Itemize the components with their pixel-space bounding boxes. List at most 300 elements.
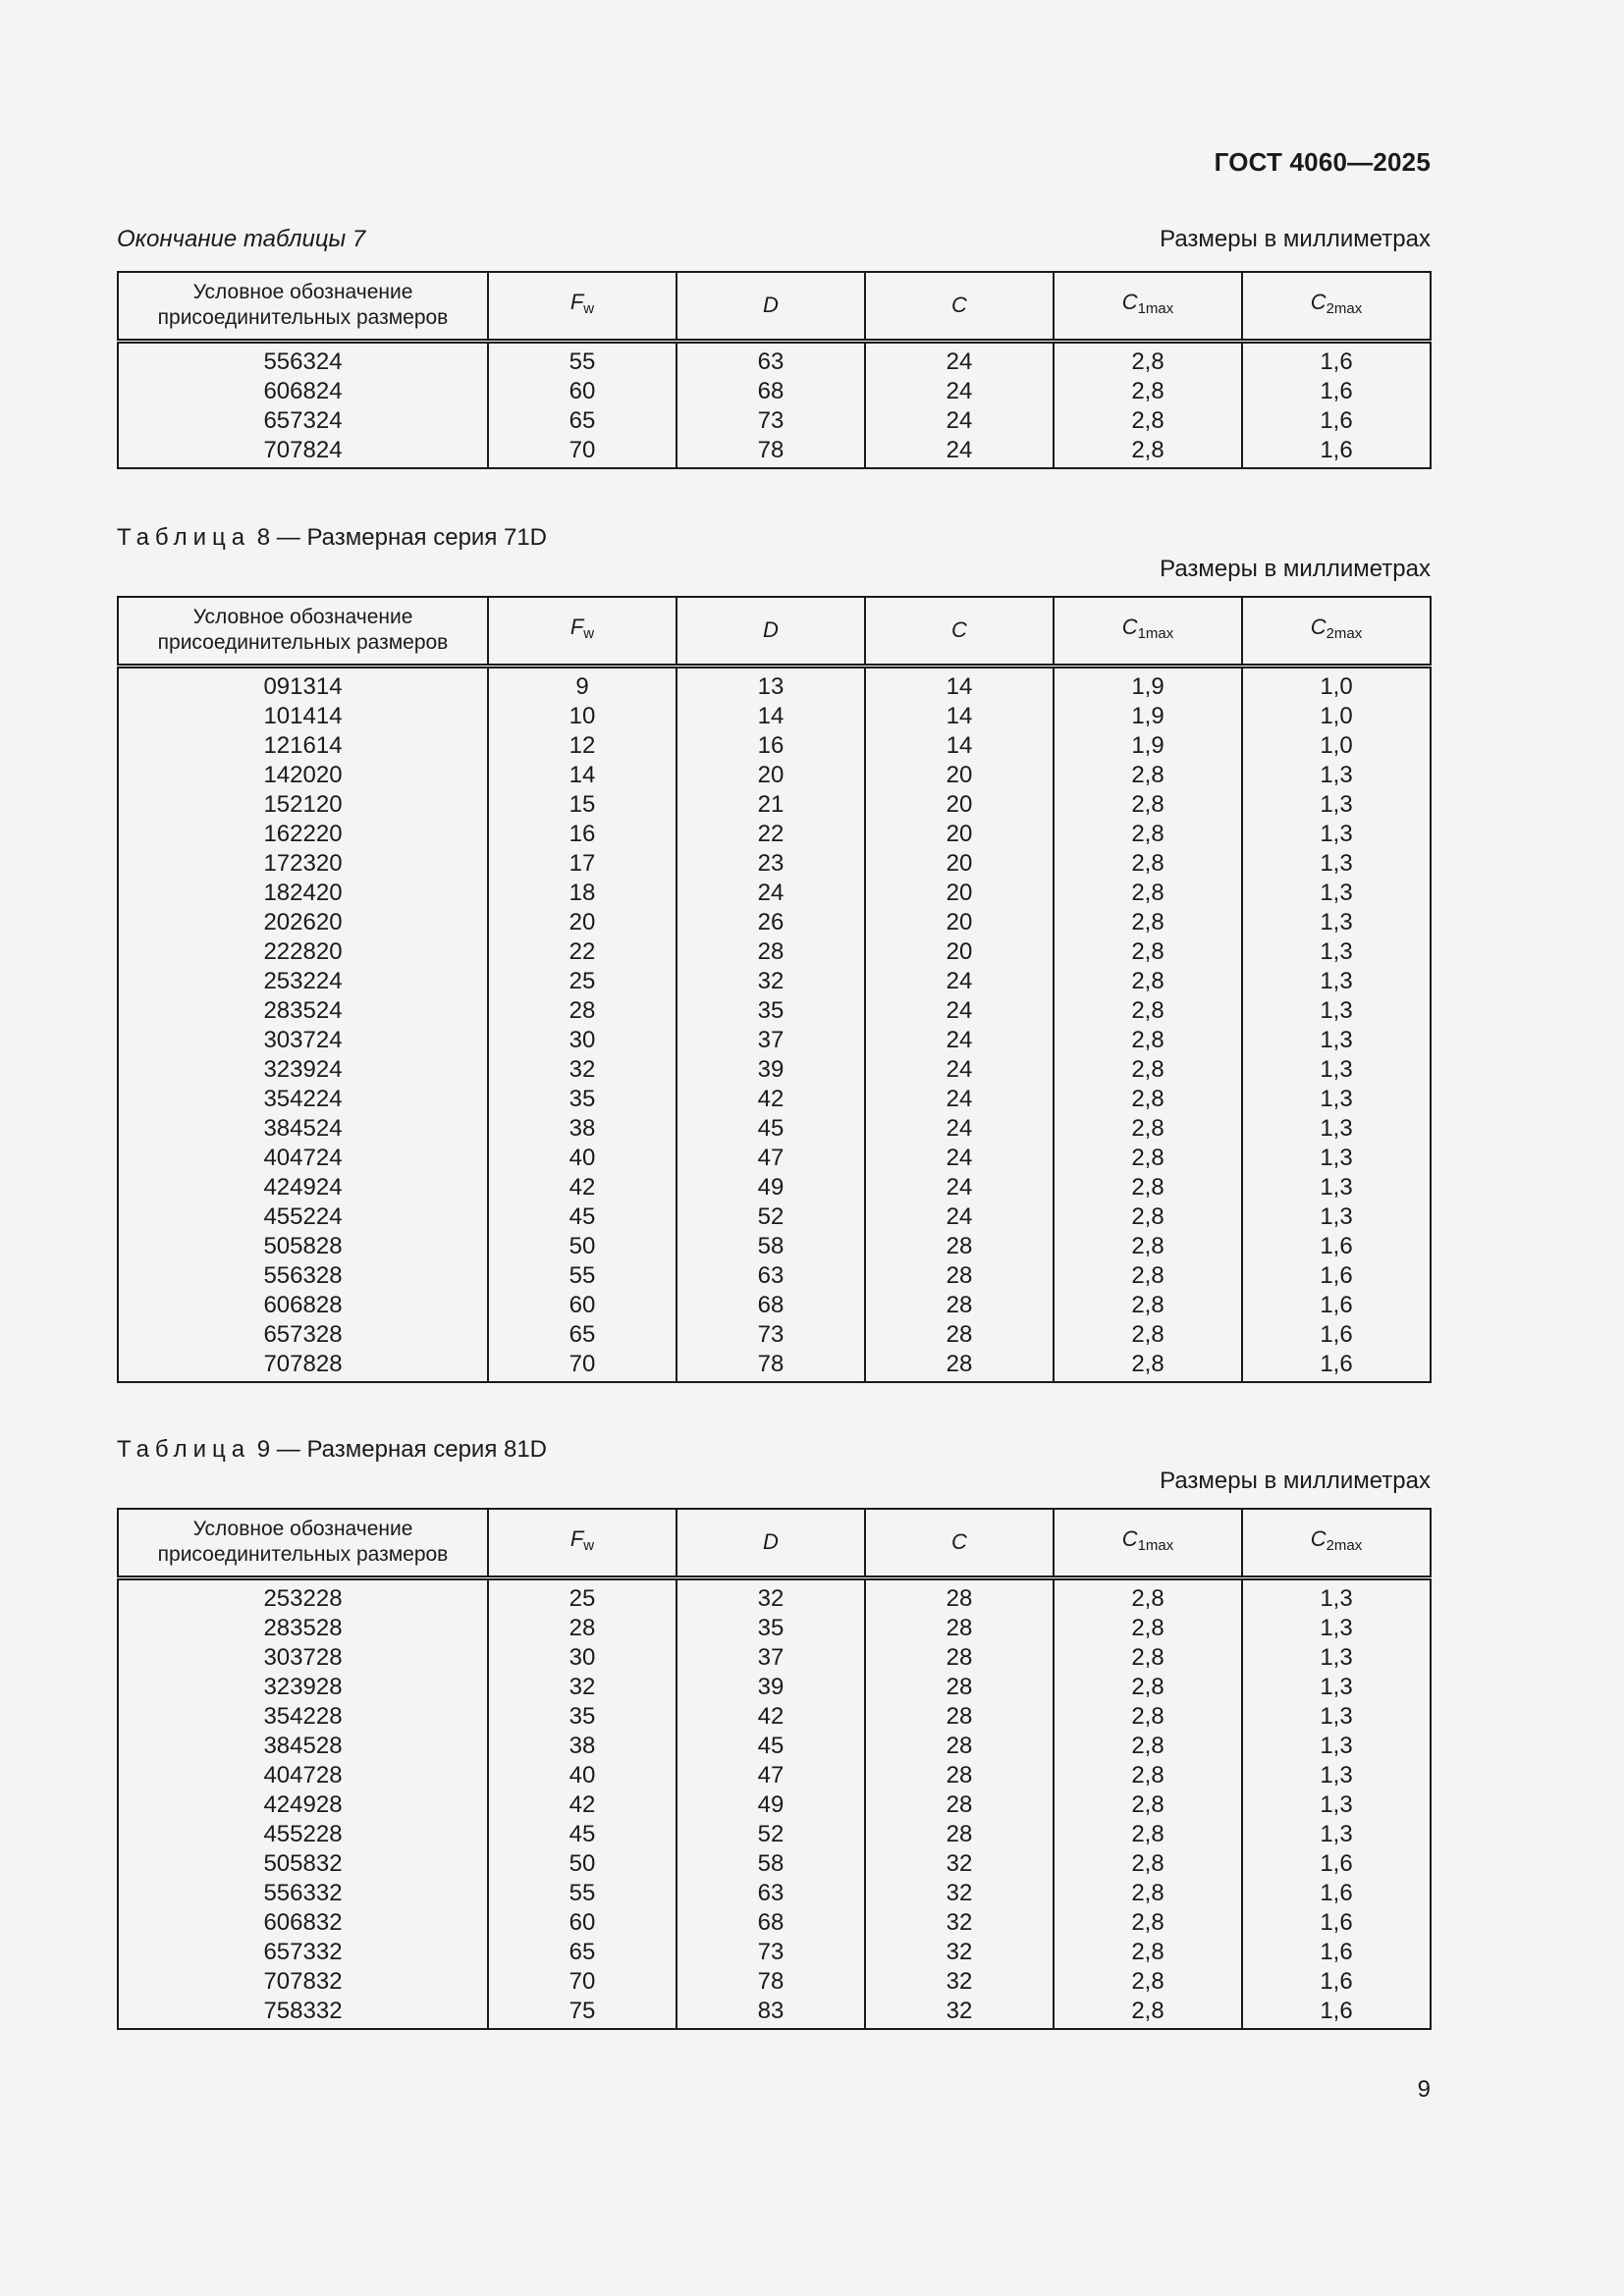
cell-designation: 424924 [263,1173,343,1201]
cell-c: 28 [946,1790,973,1818]
page-number: 9 [1417,2076,1431,2103]
header-fw-symbol: F [569,289,584,314]
cell-fw: 35 [568,1085,596,1112]
cell-d: 32 [757,1584,785,1612]
header-c-symbol: C [951,292,967,317]
header-d [677,597,865,666]
cell-fw: 28 [568,996,596,1024]
cell-c1: 2,8 [1131,1614,1164,1641]
cell-d: 39 [757,1055,785,1083]
cell-c: 24 [946,1144,973,1171]
cell-d: 73 [757,1320,785,1348]
cell-fw: 30 [568,1643,596,1671]
header-c1 [1054,1509,1242,1577]
cell-c2: 1,6 [1320,1291,1353,1318]
cell-designation: 323924 [263,1055,343,1083]
header-c [865,1509,1054,1577]
cell-c1: 2,8 [1131,1997,1164,2024]
cell-d: 26 [757,908,785,935]
cell-c1: 2,8 [1131,820,1164,847]
cell-designation: 606828 [263,1291,343,1318]
cell-designation: 505832 [263,1849,343,1877]
cell-fw: 38 [568,1732,596,1759]
cell-c1: 2,8 [1131,1790,1164,1818]
cell-fw: 18 [568,879,596,906]
cell-c: 20 [946,879,973,906]
header-c1-subscript: 1max [1137,1536,1174,1554]
header-c1 [1054,272,1242,341]
cell-fw: 70 [568,1967,596,1995]
cell-designation: 253228 [263,1584,343,1612]
cell-c1: 2,8 [1131,1849,1164,1877]
cell-c: 24 [946,377,973,404]
cell-designation: 707832 [263,1967,343,1995]
cell-fw: 42 [568,1173,596,1201]
cell-c1: 2,8 [1131,377,1164,404]
header-row [118,597,1431,666]
cell-fw: 28 [568,1614,596,1641]
cell-c2: 1,3 [1320,1790,1353,1818]
header-designation: Условное обозначение присоединительных размеров [118,1509,488,1577]
cell-d: 73 [757,406,785,434]
cell-c: 20 [946,820,973,847]
cell-designation: 323928 [263,1673,343,1700]
header-c2-symbol: C [1310,289,1326,314]
column-c1 [1054,341,1242,468]
data-row [118,666,1431,1382]
cell-c: 24 [946,1055,973,1083]
header-c2 [1242,272,1431,341]
cell-c1: 2,8 [1131,436,1164,463]
document-code: ГОСТ 4060—2025 [1214,147,1431,177]
cell-c2: 1,3 [1320,1732,1353,1759]
cell-c1: 2,8 [1131,937,1164,965]
header-c2-symbol: C [1310,614,1326,639]
cell-fw: 32 [568,1673,596,1700]
header-c2 [1242,1509,1431,1577]
column-c2 [1242,666,1431,1382]
cell-c2: 1,3 [1320,820,1353,847]
cell-c2: 1,6 [1320,1849,1353,1877]
header-c2-subscript: 2max [1326,1536,1363,1554]
header-d [677,272,865,341]
cell-c2: 1,6 [1320,1997,1353,2024]
cell-fw: 60 [568,1291,596,1318]
cell-fw: 35 [568,1702,596,1730]
cell-designation: 283528 [263,1614,343,1641]
header-fw-subscript: w [583,624,595,642]
cell-d: 78 [757,1350,785,1377]
cell-c1: 2,8 [1131,761,1164,788]
cell-designation: 404724 [263,1144,343,1171]
cell-c: 28 [946,1261,973,1289]
cell-d: 83 [757,1997,785,2024]
column-d [677,1577,865,2029]
cell-c2: 1,0 [1320,672,1353,700]
cell-designation: 505828 [263,1232,343,1259]
header-fw-subscript: w [583,1536,595,1554]
header-fw-symbol: F [569,614,584,639]
cell-c1: 2,8 [1131,1761,1164,1789]
cell-fw: 25 [568,1584,596,1612]
cell-c1: 2,8 [1131,1320,1164,1348]
cell-fw: 40 [568,1761,596,1789]
table-8-title [117,524,547,552]
header-d [677,1509,865,1577]
cell-fw: 65 [568,1320,596,1348]
column-d [677,341,865,468]
cell-designation: 455224 [263,1202,343,1230]
cell-designation: 354224 [263,1085,343,1112]
cell-designation: 758332 [263,1997,343,2024]
header-row [118,272,1431,341]
cell-c1: 2,8 [1131,1114,1164,1142]
cell-c1: 2,8 [1131,1820,1164,1847]
cell-c2: 1,0 [1320,702,1353,729]
column-designation [118,666,488,1382]
cell-d: 47 [757,1144,785,1171]
cell-c1: 2,8 [1131,790,1164,818]
cell-c: 32 [946,1908,973,1936]
cell-designation: 091314 [263,672,343,700]
cell-d: 35 [757,1614,785,1641]
cell-fw: 12 [568,731,596,759]
cell-d: 52 [757,1202,785,1230]
cell-c: 24 [946,1085,973,1112]
cell-d: 22 [757,820,785,847]
cell-fw: 42 [568,1790,596,1818]
cell-c: 28 [946,1584,973,1612]
cell-c: 28 [946,1232,973,1259]
cell-c: 28 [946,1614,973,1641]
cell-c: 20 [946,849,973,877]
cell-d: 42 [757,1085,785,1112]
cell-c1: 2,8 [1131,879,1164,906]
cell-c: 28 [946,1673,973,1700]
cell-designation: 606824 [263,377,343,404]
cell-c2: 1,3 [1320,1085,1353,1112]
cell-d: 45 [757,1114,785,1142]
table-7-continuation-caption: Окончание таблицы 7 [117,226,366,252]
cell-c1: 2,8 [1131,1085,1164,1112]
cell-d: 37 [757,1643,785,1671]
cell-c1: 2,8 [1131,1232,1164,1259]
cell-designation: 455228 [263,1820,343,1847]
cell-fw: 70 [568,1350,596,1377]
cell-d: 28 [757,937,785,965]
cell-d: 14 [757,702,785,729]
cell-fw: 9 [575,672,589,700]
cell-c2: 1,3 [1320,1761,1353,1789]
header-fw-subscript: w [583,299,595,317]
cell-c1: 2,8 [1131,1026,1164,1053]
column-designation [118,1577,488,2029]
cell-c2: 1,3 [1320,879,1353,906]
header-c2-symbol: C [1310,1525,1326,1551]
cell-c2: 1,6 [1320,406,1353,434]
header-c1-symbol: C [1121,289,1138,314]
cell-d: 37 [757,1026,785,1053]
cell-c: 24 [946,967,973,994]
cell-c: 28 [946,1732,973,1759]
cell-c: 24 [946,1173,973,1201]
cell-d: 78 [757,1967,785,1995]
cell-d: 39 [757,1673,785,1700]
cell-designation: 182420 [263,879,343,906]
cell-c2: 1,6 [1320,1879,1353,1906]
cell-c: 24 [946,1202,973,1230]
cell-designation: 657324 [263,406,343,434]
cell-c: 28 [946,1291,973,1318]
cell-c: 24 [946,996,973,1024]
cell-c2: 1,6 [1320,1261,1353,1289]
cell-c1: 2,8 [1131,1055,1164,1083]
cell-d: 78 [757,436,785,463]
cell-fw: 15 [568,790,596,818]
header-d-symbol: D [763,1528,779,1554]
cell-c2: 1,3 [1320,1584,1353,1612]
cell-d: 47 [757,1761,785,1789]
cell-designation: 303724 [263,1026,343,1053]
cell-c: 32 [946,1967,973,1995]
cell-fw: 25 [568,967,596,994]
table-9-units-note: Размеры в миллиметрах [1160,1468,1431,1494]
table-8-title-text: 8 — Размерная серия 71D [256,524,548,551]
cell-c2: 1,3 [1320,1673,1353,1700]
cell-designation: 142020 [263,761,343,788]
cell-c: 32 [946,1938,973,1965]
cell-d: 45 [757,1732,785,1759]
column-designation [118,341,488,468]
cell-c2: 1,3 [1320,908,1353,935]
cell-fw: 22 [568,937,596,965]
cell-designation: 657332 [263,1938,343,1965]
cell-c2: 1,3 [1320,1614,1353,1641]
header-row [118,1509,1431,1577]
column-c [865,666,1054,1382]
cell-c: 28 [946,1820,973,1847]
header-c1-subscript: 1max [1137,624,1174,642]
cell-fw: 14 [568,761,596,788]
cell-c2: 1,3 [1320,1055,1353,1083]
cell-c1: 2,8 [1131,1732,1164,1759]
cell-c1: 2,8 [1131,849,1164,877]
cell-c1: 2,8 [1131,967,1164,994]
column-c1 [1054,666,1242,1382]
cell-c2: 1,6 [1320,377,1353,404]
cell-designation: 657328 [263,1320,343,1348]
cell-fw: 45 [568,1820,596,1847]
cell-c2: 1,3 [1320,1702,1353,1730]
cell-c: 14 [946,731,973,759]
cell-d: 23 [757,849,785,877]
cell-designation: 384524 [263,1114,343,1142]
cell-designation: 556332 [263,1879,343,1906]
cell-c: 32 [946,1849,973,1877]
cell-c1: 2,8 [1131,1173,1164,1201]
cell-c1: 2,8 [1131,1938,1164,1965]
cell-d: 49 [757,1790,785,1818]
cell-designation: 606832 [263,1908,343,1936]
cell-c: 24 [946,1026,973,1053]
cell-c2: 1,6 [1320,1967,1353,1995]
cell-c1: 1,9 [1131,702,1164,729]
cell-c2: 1,6 [1320,1350,1353,1377]
table-9-title [117,1436,547,1464]
cell-c2: 1,6 [1320,436,1353,463]
cell-c1: 2,8 [1131,1879,1164,1906]
header-d-symbol: D [763,616,779,642]
cell-c1: 1,9 [1131,731,1164,759]
header-designation: Условное обозначение присоединительных размеров [118,272,488,341]
cell-c1: 2,8 [1131,1144,1164,1171]
cell-c2: 1,3 [1320,1114,1353,1142]
cell-d: 32 [757,967,785,994]
header-fw [488,597,677,666]
header-c [865,597,1054,666]
header-c1 [1054,597,1242,666]
cell-c: 28 [946,1350,973,1377]
data-row [118,1577,1431,2029]
cell-designation: 283524 [263,996,343,1024]
cell-d: 16 [757,731,785,759]
cell-c2: 1,0 [1320,731,1353,759]
cell-designation: 556328 [263,1261,343,1289]
cell-c2: 1,3 [1320,1643,1353,1671]
cell-fw: 55 [568,347,596,375]
cell-designation: 424928 [263,1790,343,1818]
cell-c: 14 [946,702,973,729]
cell-c1: 2,8 [1131,1967,1164,1995]
cell-c1: 2,8 [1131,1350,1164,1377]
table-9-title-text: 9 — Размерная серия 81D [256,1436,548,1463]
cell-fw: 30 [568,1026,596,1053]
cell-c1: 2,8 [1131,1202,1164,1230]
header-c1-subscript: 1max [1137,299,1174,317]
column-c2 [1242,341,1431,468]
cell-c: 24 [946,1114,973,1142]
cell-d: 13 [757,672,785,700]
cell-fw: 10 [568,702,596,729]
cell-d: 20 [757,761,785,788]
cell-c: 28 [946,1761,973,1789]
cell-fw: 50 [568,1232,596,1259]
cell-c2: 1,3 [1320,967,1353,994]
header-c [865,272,1054,341]
column-c [865,341,1054,468]
cell-c2: 1,3 [1320,849,1353,877]
cell-c1: 1,9 [1131,672,1164,700]
cell-designation: 222820 [263,937,343,965]
cell-designation: 101414 [263,702,343,729]
cell-c: 20 [946,790,973,818]
cell-c2: 1,3 [1320,937,1353,965]
cell-d: 58 [757,1849,785,1877]
cell-designation: 707828 [263,1350,343,1377]
cell-c: 20 [946,937,973,965]
header-c1-symbol: C [1121,1525,1138,1551]
cell-designation: 404728 [263,1761,343,1789]
cell-c2: 1,3 [1320,790,1353,818]
cell-fw: 55 [568,1879,596,1906]
data-row [118,341,1431,468]
cell-c2: 1,6 [1320,1938,1353,1965]
cell-fw: 65 [568,1938,596,1965]
table-8-label: Таблица [117,524,251,551]
cell-d: 73 [757,1938,785,1965]
cell-fw: 65 [568,406,596,434]
header-designation: Условное обозначение присоединительных размеров [118,597,488,666]
cell-designation: 556324 [263,347,343,375]
cell-fw: 20 [568,908,596,935]
cell-c2: 1,3 [1320,1820,1353,1847]
cell-fw: 75 [568,1997,596,2024]
cell-designation: 162220 [263,820,343,847]
cell-c: 32 [946,1997,973,2024]
cell-fw: 55 [568,1261,596,1289]
cell-designation: 303728 [263,1643,343,1671]
cell-c2: 1,6 [1320,1908,1353,1936]
cell-c1: 2,8 [1131,1673,1164,1700]
cell-designation: 354228 [263,1702,343,1730]
cell-c1: 2,8 [1131,1643,1164,1671]
cell-c2: 1,3 [1320,1202,1353,1230]
cell-d: 52 [757,1820,785,1847]
cell-c: 24 [946,347,973,375]
cell-c1: 2,8 [1131,406,1164,434]
cell-d: 42 [757,1702,785,1730]
header-fw [488,272,677,341]
cell-designation: 172320 [263,849,343,877]
cell-d: 68 [757,1291,785,1318]
header-c2-subscript: 2max [1326,624,1363,642]
cell-c: 14 [946,672,973,700]
cell-c2: 1,3 [1320,996,1353,1024]
cell-designation: 707824 [263,436,343,463]
cell-c2: 1,3 [1320,1026,1353,1053]
column-fw [488,666,677,1382]
cell-c1: 2,8 [1131,996,1164,1024]
cell-c: 24 [946,406,973,434]
column-c1 [1054,1577,1242,2029]
cell-c2: 1,3 [1320,1144,1353,1171]
cell-d: 68 [757,1908,785,1936]
cell-c: 28 [946,1702,973,1730]
header-fw [488,1509,677,1577]
header-c1-symbol: C [1121,614,1138,639]
cell-fw: 32 [568,1055,596,1083]
column-d [677,666,865,1382]
cell-c2: 1,6 [1320,1232,1353,1259]
cell-fw: 50 [568,1849,596,1877]
cell-fw: 38 [568,1114,596,1142]
table-9-label: Таблица [117,1436,251,1463]
column-c2 [1242,1577,1431,2029]
cell-c1: 2,8 [1131,1291,1164,1318]
table-7-units-note: Размеры в миллиметрах [1160,226,1431,252]
column-fw [488,1577,677,2029]
table-7-end [117,271,1432,469]
cell-d: 58 [757,1232,785,1259]
cell-designation: 384528 [263,1732,343,1759]
cell-c: 24 [946,436,973,463]
cell-designation: 152120 [263,790,343,818]
table-8 [117,596,1432,1383]
column-fw [488,341,677,468]
cell-d: 63 [757,1879,785,1906]
cell-designation: 202620 [263,908,343,935]
cell-c: 32 [946,1879,973,1906]
